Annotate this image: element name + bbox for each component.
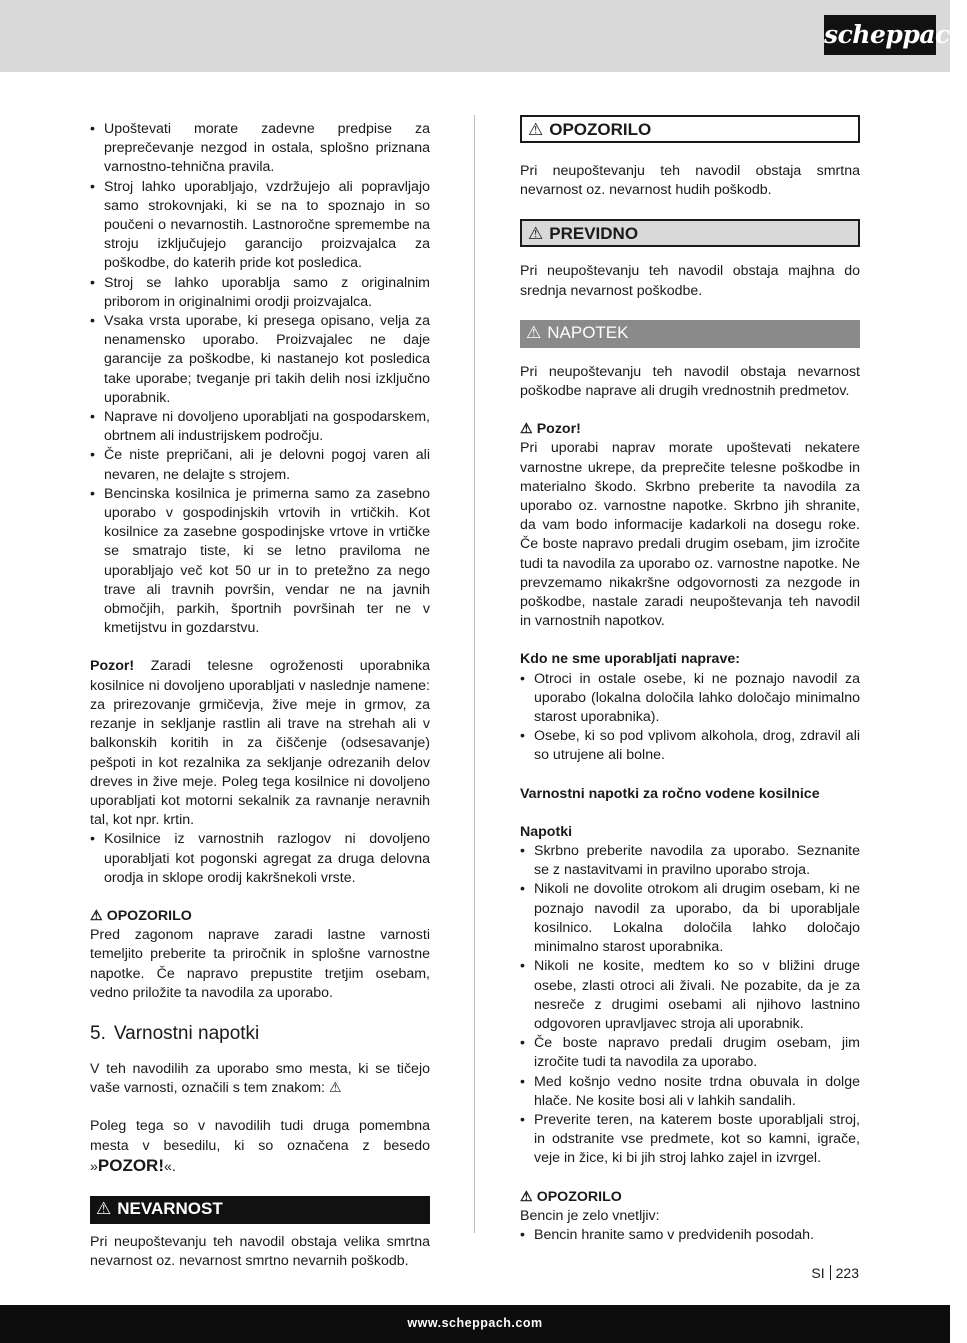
- section-heading: [90, 1022, 430, 1046]
- footer-url[interactable]: www.scheppach.com: [407, 1316, 543, 1330]
- warning-icon: ⚠: [96, 1198, 112, 1218]
- previdno-box: [520, 219, 860, 247]
- list-item: • Nikoli ne kosite, medtem ko so v bližini druge osebe, zlasti otroci ali živali. Ne pozabite, da je za nesreče z drugimi osebami ali njihovo lastnino odgovoren upravljavec stroja ali uporabnik.: [520, 957, 860, 1034]
- warning-icon: ⚠: [90, 907, 103, 924]
- opozorilo-text: Pred zagonom naprave zaradi lastne varnosti temeljito preberite ta priročnik in splošne varnostne napotke. Če napravo prepustite tretjim osebam, vedno priložite ta navodila za uporabo.: [90, 927, 430, 1001]
- warning-icon: ⚠: [528, 120, 544, 139]
- previdno-text: Pri neupoštevanju teh navodil obstaja majhna do srednja nevarnost poškodbe.: [520, 263, 860, 299]
- page-separator: [830, 1265, 831, 1280]
- pozor-paragraph: [90, 657, 430, 830]
- list-item: • Nikoli ne dovolite otrokom ali drugim osebam, ki ne poznajo navodil za uporabo, da bi uporabljale kosilnico. Lokalna določila lahko določajo minimalno starost uporabnika.: [520, 880, 860, 957]
- list-item: • Med košnjo vedno nosite trdna obuvala in dolge hlače. Ne kosite bosi ali v lahkih sandalih.: [520, 1073, 860, 1111]
- page-number: [811, 1265, 859, 1281]
- list-item: • Skrbno preberite navodila za uporabo. Seznanite se z nastavitvami in pravilno uporabo stroja.: [520, 842, 860, 880]
- column-divider: [474, 115, 475, 1233]
- intro2-after: «.: [164, 1158, 176, 1175]
- list-item: • Naprave ni dovoljeno uporabljati na gospodarskem, obrtnem ali industrijskem področju.: [90, 408, 430, 446]
- warning-icon: ⚠: [520, 421, 533, 438]
- bencin-list: [520, 1226, 860, 1245]
- intro2-paragraph: [90, 1117, 430, 1177]
- list-item: • Če boste napravo predali drugim osebam, jim izročite tudi ta navodila za uporabo.: [520, 1034, 860, 1072]
- napotek-label: NAPOTEK: [547, 322, 629, 342]
- warning-icon: ⚠: [520, 1188, 533, 1205]
- list-item: • Upoštevati morate zadevne predpise za preprečevanje nezgod in ostala, splošno priznana varnostno-tehnična pravila.: [90, 120, 430, 178]
- pozor-text: Zaradi telesne ogroženosti uporabnika kosilnice ni dovoljeno uporabljati v naslednje namene: za prirezovanje grmičevja, žive meje in grmov, za rezanje in sekljanje rastlin ali trave na strehah ali v balkonskih koritih in za čiščenje (odsesavanje) pešpoti in kot rezalnika za sekljanje odrezanih delov dreves in žive meje. Poleg tega kosilnice ni dovoljeno uporabljati kot motorni sekalnik za ravnanje neravnih tal, kot npr. krtin.: [90, 658, 430, 829]
- warning-icon: ⚠: [528, 224, 544, 244]
- header-bar: [0, 0, 967, 72]
- opozorilo-label: OPOZORILO: [106, 907, 192, 924]
- intro-paragraph: [90, 1060, 430, 1098]
- intro2-before: Poleg tega so v navodilih tudi druga pomembna mesta v besedilu, ki so označena z besedo »: [90, 1118, 430, 1175]
- page-num: 223: [835, 1265, 859, 1281]
- opozorilo2-text: Bencin je zelo vnetljiv:: [520, 1207, 660, 1224]
- intro-text: V teh navodilih za uporabo smo mesta, ki se tičejo vaše varnosti, označili s tem znakom:: [90, 1060, 430, 1097]
- opozorilo-heading: [90, 907, 430, 926]
- warning-icon: ⚠: [526, 322, 542, 342]
- pozor-word: POZOR!: [97, 1155, 164, 1175]
- opozorilo-box: [520, 115, 860, 143]
- list-item: • Če niste prepričani, ali je delovni pogoj varen ali nevaren, ne delajte s strojem.: [90, 446, 430, 484]
- napotki-heading: Napotki: [520, 823, 573, 840]
- opozorilo-box-label: OPOZORILO: [549, 120, 652, 139]
- page-lang: SI: [811, 1265, 825, 1281]
- kosilnice-list: [90, 830, 430, 888]
- kdo-heading: Kdo ne sme uporabljati naprave:: [520, 651, 740, 668]
- opozorilo2-label: OPOZORILO: [536, 1188, 622, 1205]
- list-item: • Bencin hranite samo v predvidenih posodah.: [520, 1226, 860, 1245]
- list-item: • Kosilnice iz varnostnih razlogov ni dovoljeno uporabljati kot pogonski agregat za druga delovna orodja in sklope orodij kakršnekoli vrste.: [90, 830, 430, 888]
- varnostni-heading: Varnostni napotki za ročno vodene kosilnice: [520, 785, 820, 802]
- napotki-list: [520, 842, 860, 1168]
- right-column: [520, 115, 860, 1245]
- brand-logo: scheppach: [824, 15, 936, 55]
- napotek-box: [520, 320, 860, 348]
- nevarnost-box: [90, 1196, 430, 1224]
- previdno-label: PREVIDNO: [549, 224, 639, 244]
- warning-icon: ⚠: [328, 1080, 342, 1097]
- kdo-list: [520, 670, 860, 766]
- section-number: 5.: [90, 1022, 106, 1044]
- nevarnost-label: NEVARNOST: [117, 1198, 223, 1218]
- left-column: [90, 120, 430, 1271]
- nevarnost-text: Pri neupoštevanju teh navodil obstaja velika smrtna nevarnost oz. nevarnost smrtno nevarnih poškodb.: [90, 1233, 430, 1270]
- list-item: • Otroci in ostale osebe, ki ne poznajo navodil za uporabo (lokalna določila lahko določajo minimalno starost uporabnika).: [520, 670, 860, 728]
- list-item: • Vsaka vrsta uporabe, ki presega opisano, velja za nenamensko uporabo. Proizvajalec ne daje garancije za poškodbe, ki nastanejo kot posledica take uporabe; tveganje pri takih delih nosi izključno uporabnik.: [90, 312, 430, 408]
- list-item: • Osebe, ki so pod vplivom alkohola, drog, zdravil ali so utrujene ali bolne.: [520, 727, 860, 765]
- pozor-heading: [520, 420, 860, 439]
- pozor-text: Pri uporabi naprav morate upoštevati nekatere varnostne ukrepe, da preprečite telesne poškodbe in materialno škodo. Skrbno preberite ta navodila za uporabo oz. varnostne napotke. Skrbno jih shranite, da vam bodo informacije kadarkoli na dosegu roke. Če boste napravo predali drugim osebam, jim izročite tudi ta navodila za uporabo oz. varnostne napotke. Ne prevzemamo nikakršne odgovornosti za nezgode in poškodbe, nastale zaradi neupoštevanja teh navodil in varnostnih napotkov.: [520, 440, 860, 630]
- usage-rules-list: [90, 120, 430, 638]
- footer-bar: [0, 1305, 950, 1343]
- pozor-label: Pozor!: [90, 658, 135, 675]
- pozor-label: Pozor!: [536, 421, 581, 438]
- napotek-text: Pri neupoštevanju teh navodil obstaja nevarnost poškodbe naprave ali drugih vrednostnih predmetov.: [520, 363, 860, 400]
- opozorilo-box-text: Pri neupoštevanju teh navodil obstaja smrtna nevarnost oz. nevarnost hudih poškodb.: [520, 163, 860, 199]
- section-title: Varnostni napotki: [113, 1022, 260, 1044]
- list-item: • Stroj se lahko uporablja samo z originalnim priborom in originalnimi orodji proizvajalca.: [90, 274, 430, 312]
- list-item: • Bencinska kosilnica je primerna samo za zasebno uporabo v gospodinjskih vrtovih in vrtičkih. Kot kosilnice za zasebne gospodinjske vrtove in vrtičke se smatrajo tiste, ki se letno praviloma ne uporabljajo več kot 50 ur in to pretežno za nego trave ali travnih površin, vendar ne na javnih območjih, parkih, športnih površinah ter ne v kmetijstvu in gozdarstvu.: [90, 485, 430, 639]
- list-item: • Stroj lahko uporabljajo, vzdržujejo ali popravljajo samo strokovnjaki, ki se na to spoznajo in so poučeni o nevarnostih. Lastnoročne spremembe na stroju izključujejo garancijo proizvajalca za poškodbe, do katerih pride kot posledica.: [90, 178, 430, 274]
- opozorilo2-heading: [520, 1188, 860, 1207]
- list-item: • Preverite teren, na katerem boste uporabljali stroj, in odstranite vse predmete, kot so kamni, igrače, veje in žice, ki bi jih stroj lahko zajel in izvrgel.: [520, 1111, 860, 1169]
